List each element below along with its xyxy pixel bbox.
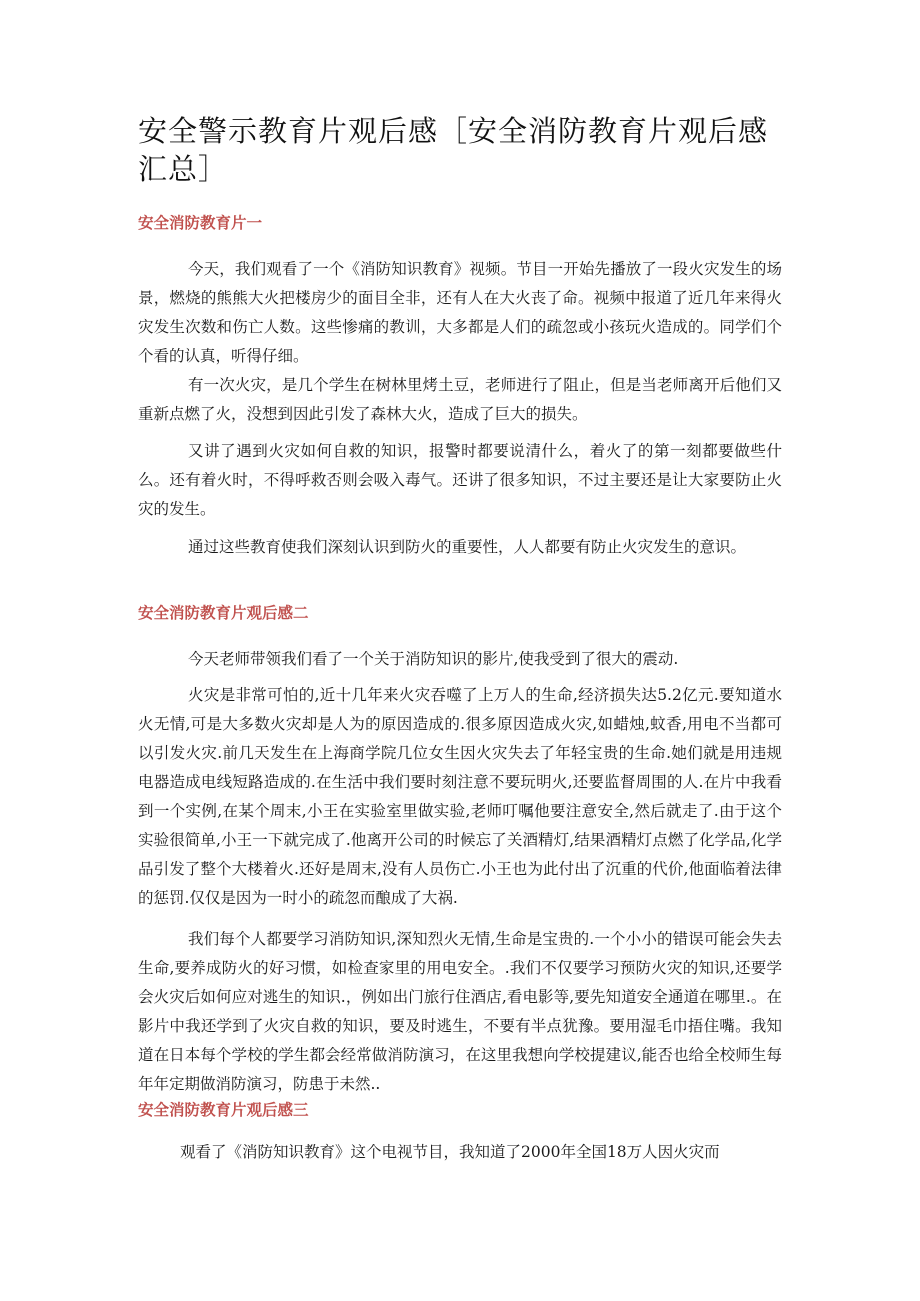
paragraph: 今天老师带领我们看了一个关于消防知识的影片,使我受到了很大的震动. — [188, 650, 679, 668]
document-title: 安全警示教育片观后感［安全消防教育片观后感汇总］ — [138, 114, 769, 186]
paragraph: 有一次火灾，是几个学生在树林里烤土豆，老师进行了阻止，但是当老师离开后他们又重新点燃了火，没想到因此引发了森林大火，造成了巨大的损失。 — [138, 376, 782, 423]
paragraph: 我们每个人都要学习消防知识,深知烈火无情,生命是宝贵的.一个小小的错误可能会失去生命,要养成防火的好习惯，如检查家里的用电安全。.我们不仅要学习预防火灾的知识,还要学会火灾后如何应对逃生的知识.，例如出门旅行住酒店,看电影等,要先知道安全通道在哪里.。在影片中我还学到了火灾自救的知识，要及时逃生，不要有半点犹豫。要用湿毛巾捂住嘴。我知道在日本每个学校的学生都会经常做消防演习，在这里我想向学校提建议,能否也给全校师生每年年定期做消防演习，防患于未然.. — [138, 930, 782, 1093]
section-heading-2: 安全消防教育片观后感二 — [138, 603, 309, 622]
section-heading-1: 安全消防教育片一 — [138, 213, 263, 232]
paragraph: 观看了《消防知识教育》这个电视节目，我知道了2000年全国18万人因火灾而 — [180, 1143, 720, 1161]
paragraph: 通过这些教育使我们深刻认识到防火的重要性，人人都要有防止火灾发生的意识。 — [188, 538, 747, 556]
section-heading-3: 安全消防教育片观后感三 — [138, 1100, 309, 1119]
paragraph: 今天，我们观看了一个《消防知识教育》视频。节目一开始先播放了一段火灾发生的场景，燃烧的熊熊大火把楼房少的面目全非，还有人在大火丧了命。视频中报道了近几年来得火灾发生次数和伤亡人数。这些惨痛的教训，大多都是人们的疏忽或小孩玩火造成的。同学们个个看的认真，听得仔细。 — [138, 260, 782, 365]
paragraph: 火灾是非常可怕的,近十几年来火灾吞噬了上万人的生命,经济损失达5.2亿元.要知道水火无情,可是大多数火灾却是人为的原因造成的.很多原因造成火灾,如蜡烛,蚊香,用电不当都可以引发火灾.前几天发生在上海商学院几位女生因火灾失去了年轻宝贵的生命.她们就是用违规电器造成电线短路造成的.在生活中我们要时刻注意不要玩明火,还要监督周围的人.在片中我看到一个实例,在某个周末,小王在实验室里做实验,老师叮嘱他要注意安全,然后就走了.由于这个实验很简单,小王一下就完成了.他离开公司的时候忘了关酒精灯,结果酒精灯点燃了化学品,化学品引发了整个大楼着火.还好是周末,没有人员伤亡.小王也为此付出了沉重的代价,他面临着法律的惩罚.仅仅是因为一时小的疏忽而酿成了大祸. — [138, 686, 782, 907]
paragraph: 又讲了遇到火灾如何自救的知识，报警时都要说清什么，着火了的第一刻都要做些什么。还有着火时，不得呼救否则会吸入毒气。还讲了很多知识，不过主要还是让大家要防止火灾的发生。 — [138, 442, 782, 518]
